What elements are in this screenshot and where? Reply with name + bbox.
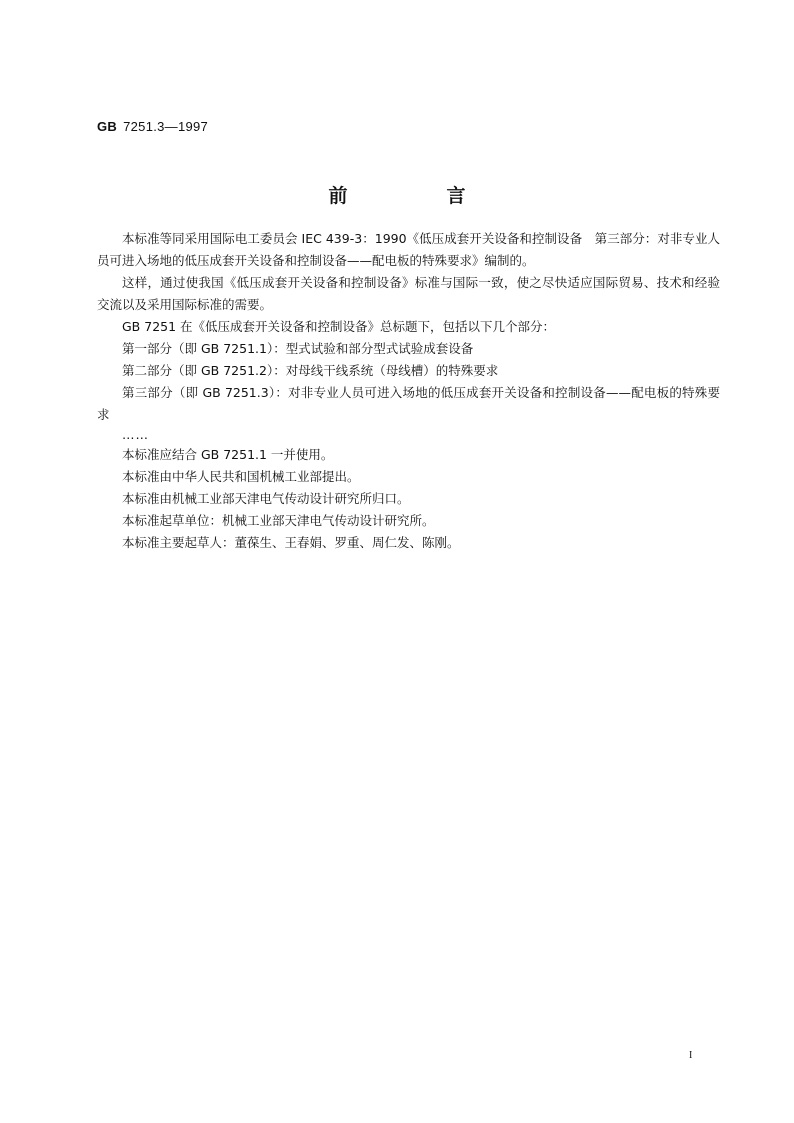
paragraph-drafting-unit: 本标准起草单位：机械工业部天津电气传动设计研究所。: [122, 513, 435, 528]
paragraph-usage: 本标准应结合 GB 7251.1 一并使用。: [122, 447, 334, 462]
standard-number: 7251.3—1997: [123, 119, 209, 134]
paragraph-purpose: 这样，通过使我国《低压成套开关设备和控制设备》标准与国际一致，使之尽快适应国际贸易、技术和经验交流以及采用国际标准的需要。: [97, 275, 720, 312]
document-header: [97, 119, 208, 134]
list-item-part-2: 第二部分（即 GB 7251.2）：对母线干线系统（母线槽）的特殊要求: [122, 363, 499, 378]
paragraph-proposer: 本标准由中华人民共和国机械工业部提出。: [122, 469, 360, 484]
paragraph-administrator: 本标准由机械工业部天津电气传动设计研究所归口。: [122, 491, 410, 506]
paragraph-adoption: 本标准等同采用国际电工委员会 IEC 439-3：1990《低压成套开关设备和控制设备 第三部分：对非专业人员可进入场地的低压成套开关设备和控制设备——配电板的特殊要求》编制的。: [97, 231, 720, 268]
paragraph-parts-intro: GB 7251 在《低压成套开关设备和控制设备》总标题下，包括以下几个部分：: [122, 319, 556, 334]
page-number: I: [689, 1050, 693, 1061]
page-title: 前 言: [328, 185, 506, 207]
standard-prefix: GB: [97, 119, 118, 134]
foreword-body: [97, 228, 720, 554]
list-item-part-1: 第一部分（即 GB 7251.1）：型式试验和部分型式试验成套设备: [122, 341, 474, 356]
list-item-part-3: 第三部分（即 GB 7251.3）：对非专业人员可进入场地的低压成套开关设备和控制设备——配电板的特殊要求: [97, 385, 720, 422]
list-ellipsis: ……: [122, 427, 149, 442]
paragraph-drafters: 本标准主要起草人：董葆生、王春娟、罗重、周仁发、陈刚。: [122, 535, 460, 550]
